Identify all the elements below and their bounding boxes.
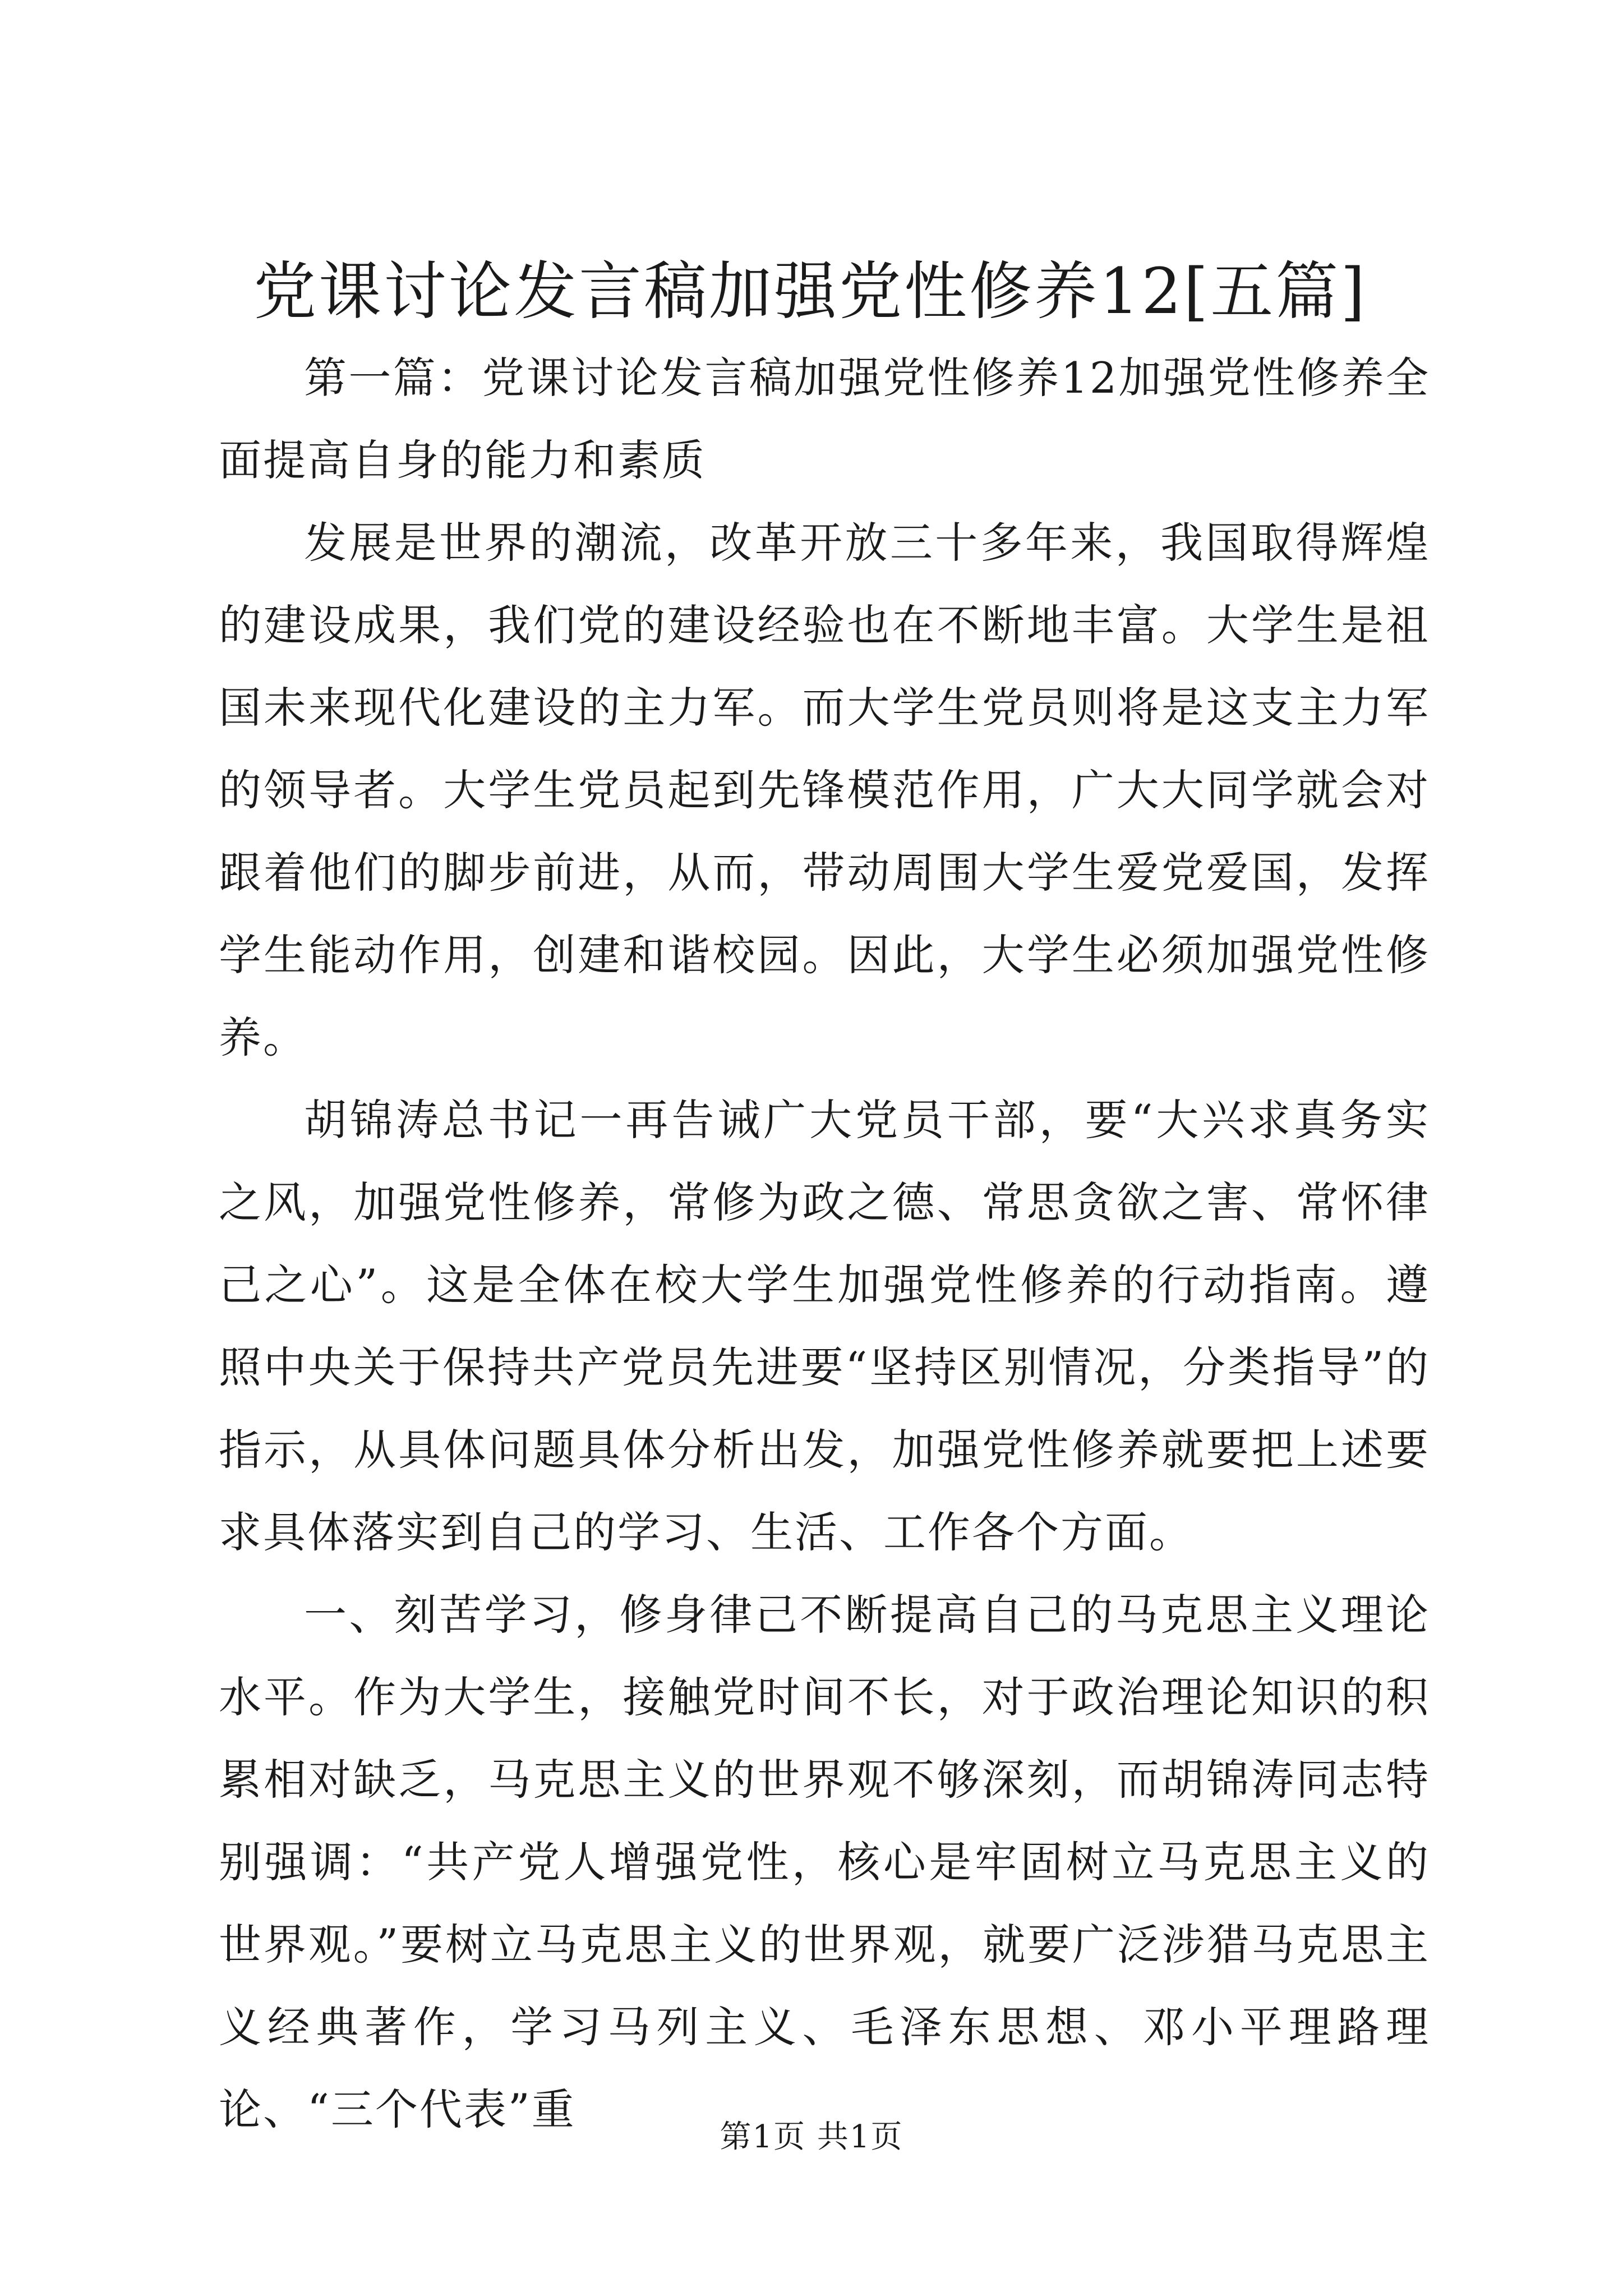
document-body [219,337,1430,2151]
paragraph-4: 一、刻苦学习，修身律己不断提高自己的马克思主义理论水平。作为大学生，接触党时间不长，对于政治理论知识的积累相对缺乏，马克思主义的世界观不够深刻，而胡锦涛同志特别强调：“共产党人增强党性，核心是牢固树立马克思主义的世界观。”要树立马克思主义的世界观，就要广泛涉猎马克思主义经典著作，学习马列主义、毛泽东思想、邓小平理路理论、“三个代表”重 [219,1590,1430,2134]
paragraph-3: 胡锦涛总书记一再告诫广大党员干部，要“大兴求真务实之风，加强党性修养，常修为政之德、常思贪欲之害、常怀律己之心”。这是全体在校大学生加强党性修养的行动指南。遵照中央关于保持共产党员先进要“坚持区别情况，分类指导”的指示，从具体问题具体分析出发，加强党性修养就要把上述要求具体落实到自己的学习、生活、工作各个方面。 [219,1095,1430,1557]
page-title: 党课讨论发言稿加强党性修养12[五篇] [253,255,1367,328]
paragraph-1: 第一篇：党课讨论发言稿加强党性修养12加强党性修养全面提高自身的能力和素质 [219,353,1430,485]
paragraph-2: 发展是世界的潮流，改革开放三十多年来，我国取得辉煌的建设成果，我们党的建设经验也在不断地丰富。大学生是祖国未来现代化建设的主力军。而大学生党员则将是这支主力军的领导者。大学生党员起到先锋模范作用，广大大同学就会对跟着他们的脚步前进，从而，带动周围大学生爱党爱国，发挥学生能动作用，创建和谐校园。因此，大学生必须加强党性修养。 [219,518,1430,1062]
page-footer: 第1页 共1页 [720,2119,903,2155]
